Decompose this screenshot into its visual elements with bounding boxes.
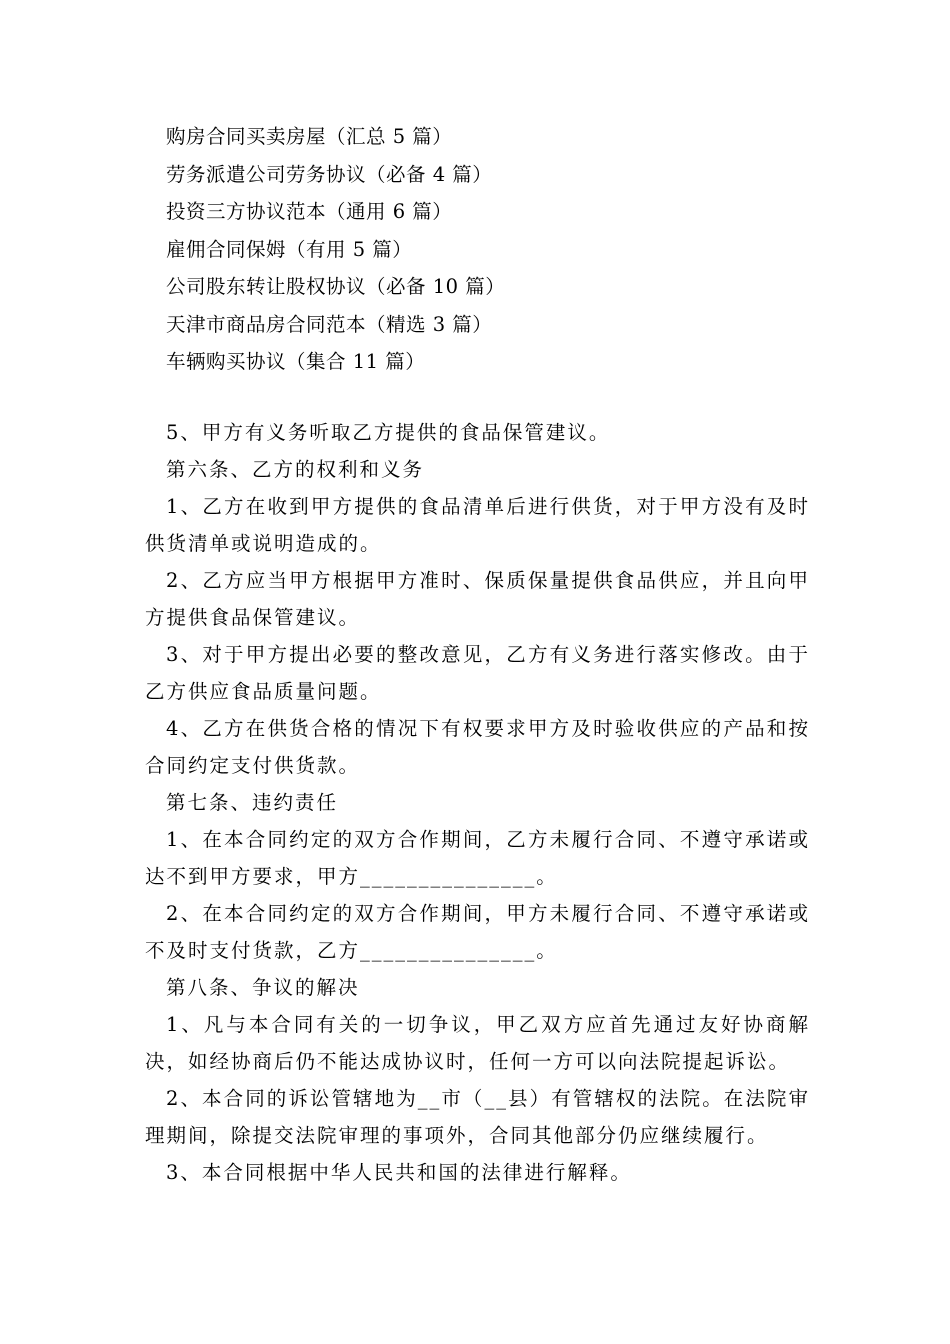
related-article-link[interactable]: 劳务派遣公司劳务协议（必备 4 篇） [166,162,493,186]
contract-clause: 3、本合同根据中华人民共和国的法律进行解释。 [166,1161,632,1184]
related-article-link[interactable]: 雇佣合同保姆（有用 5 篇） [166,237,413,261]
section-heading: 第六条、乙方的权利和义务 [166,458,425,481]
related-article-link[interactable]: 车辆购买协议（集合 11 篇） [166,350,426,373]
contract-body [145,414,810,1191]
related-article-link[interactable]: 投资三方协议范本（通用 6 篇） [166,200,453,223]
contract-clause: 2、乙方应当甲方根据甲方准时、保质保量提供食品供应，并且向甲方提供食品保管建议。 [145,569,810,629]
contract-clause: 3、对于甲方提出必要的整改意见，乙方有义务进行落实修改。由于乙方供应食品质量问题。 [145,643,810,703]
section-heading: 第七条、违约责任 [166,791,339,814]
related-articles-list [166,118,826,381]
related-article-link[interactable]: 公司股东转让股权协议（必备 10 篇） [166,275,506,298]
related-article-link[interactable]: 天津市商品房合同范本（精选 3 篇） [166,312,493,336]
contract-clause: 1、乙方在收到甲方提供的食品清单后进行供货，对于甲方没有及时供货清单或说明造成的。 [145,495,810,555]
related-article-link[interactable]: 购房合同买卖房屋（汇总 5 篇） [166,125,453,148]
contract-clause: 4、乙方在供货合格的情况下有权要求甲方及时验收供应的产品和按合同约定支付供货款。 [145,717,810,777]
section-heading: 第八条、争议的解决 [166,976,360,999]
contract-clause: 2、在本合同约定的双方合作期间，甲方未履行合同、不遵守承诺或不及时支付货款，乙方_______________。 [145,902,810,962]
contract-clause: 1、凡与本合同有关的一切争议，甲乙双方应首先通过友好协商解决，如经协商后仍不能达成协议时，任何一方可以向法院提起诉讼。 [145,1013,810,1073]
contract-clause: 2、本合同的诉讼管辖地为__市（__县）有管辖权的法院。在法院审理期间，除提交法院审理的事项外，合同其他部分仍应继续履行。 [145,1087,810,1147]
contract-clause: 5、甲方有义务听取乙方提供的食品保管建议。 [166,421,611,444]
contract-clause: 1、在本合同约定的双方合作期间，乙方未履行合同、不遵守承诺或达不到甲方要求，甲方_______________。 [145,828,810,888]
